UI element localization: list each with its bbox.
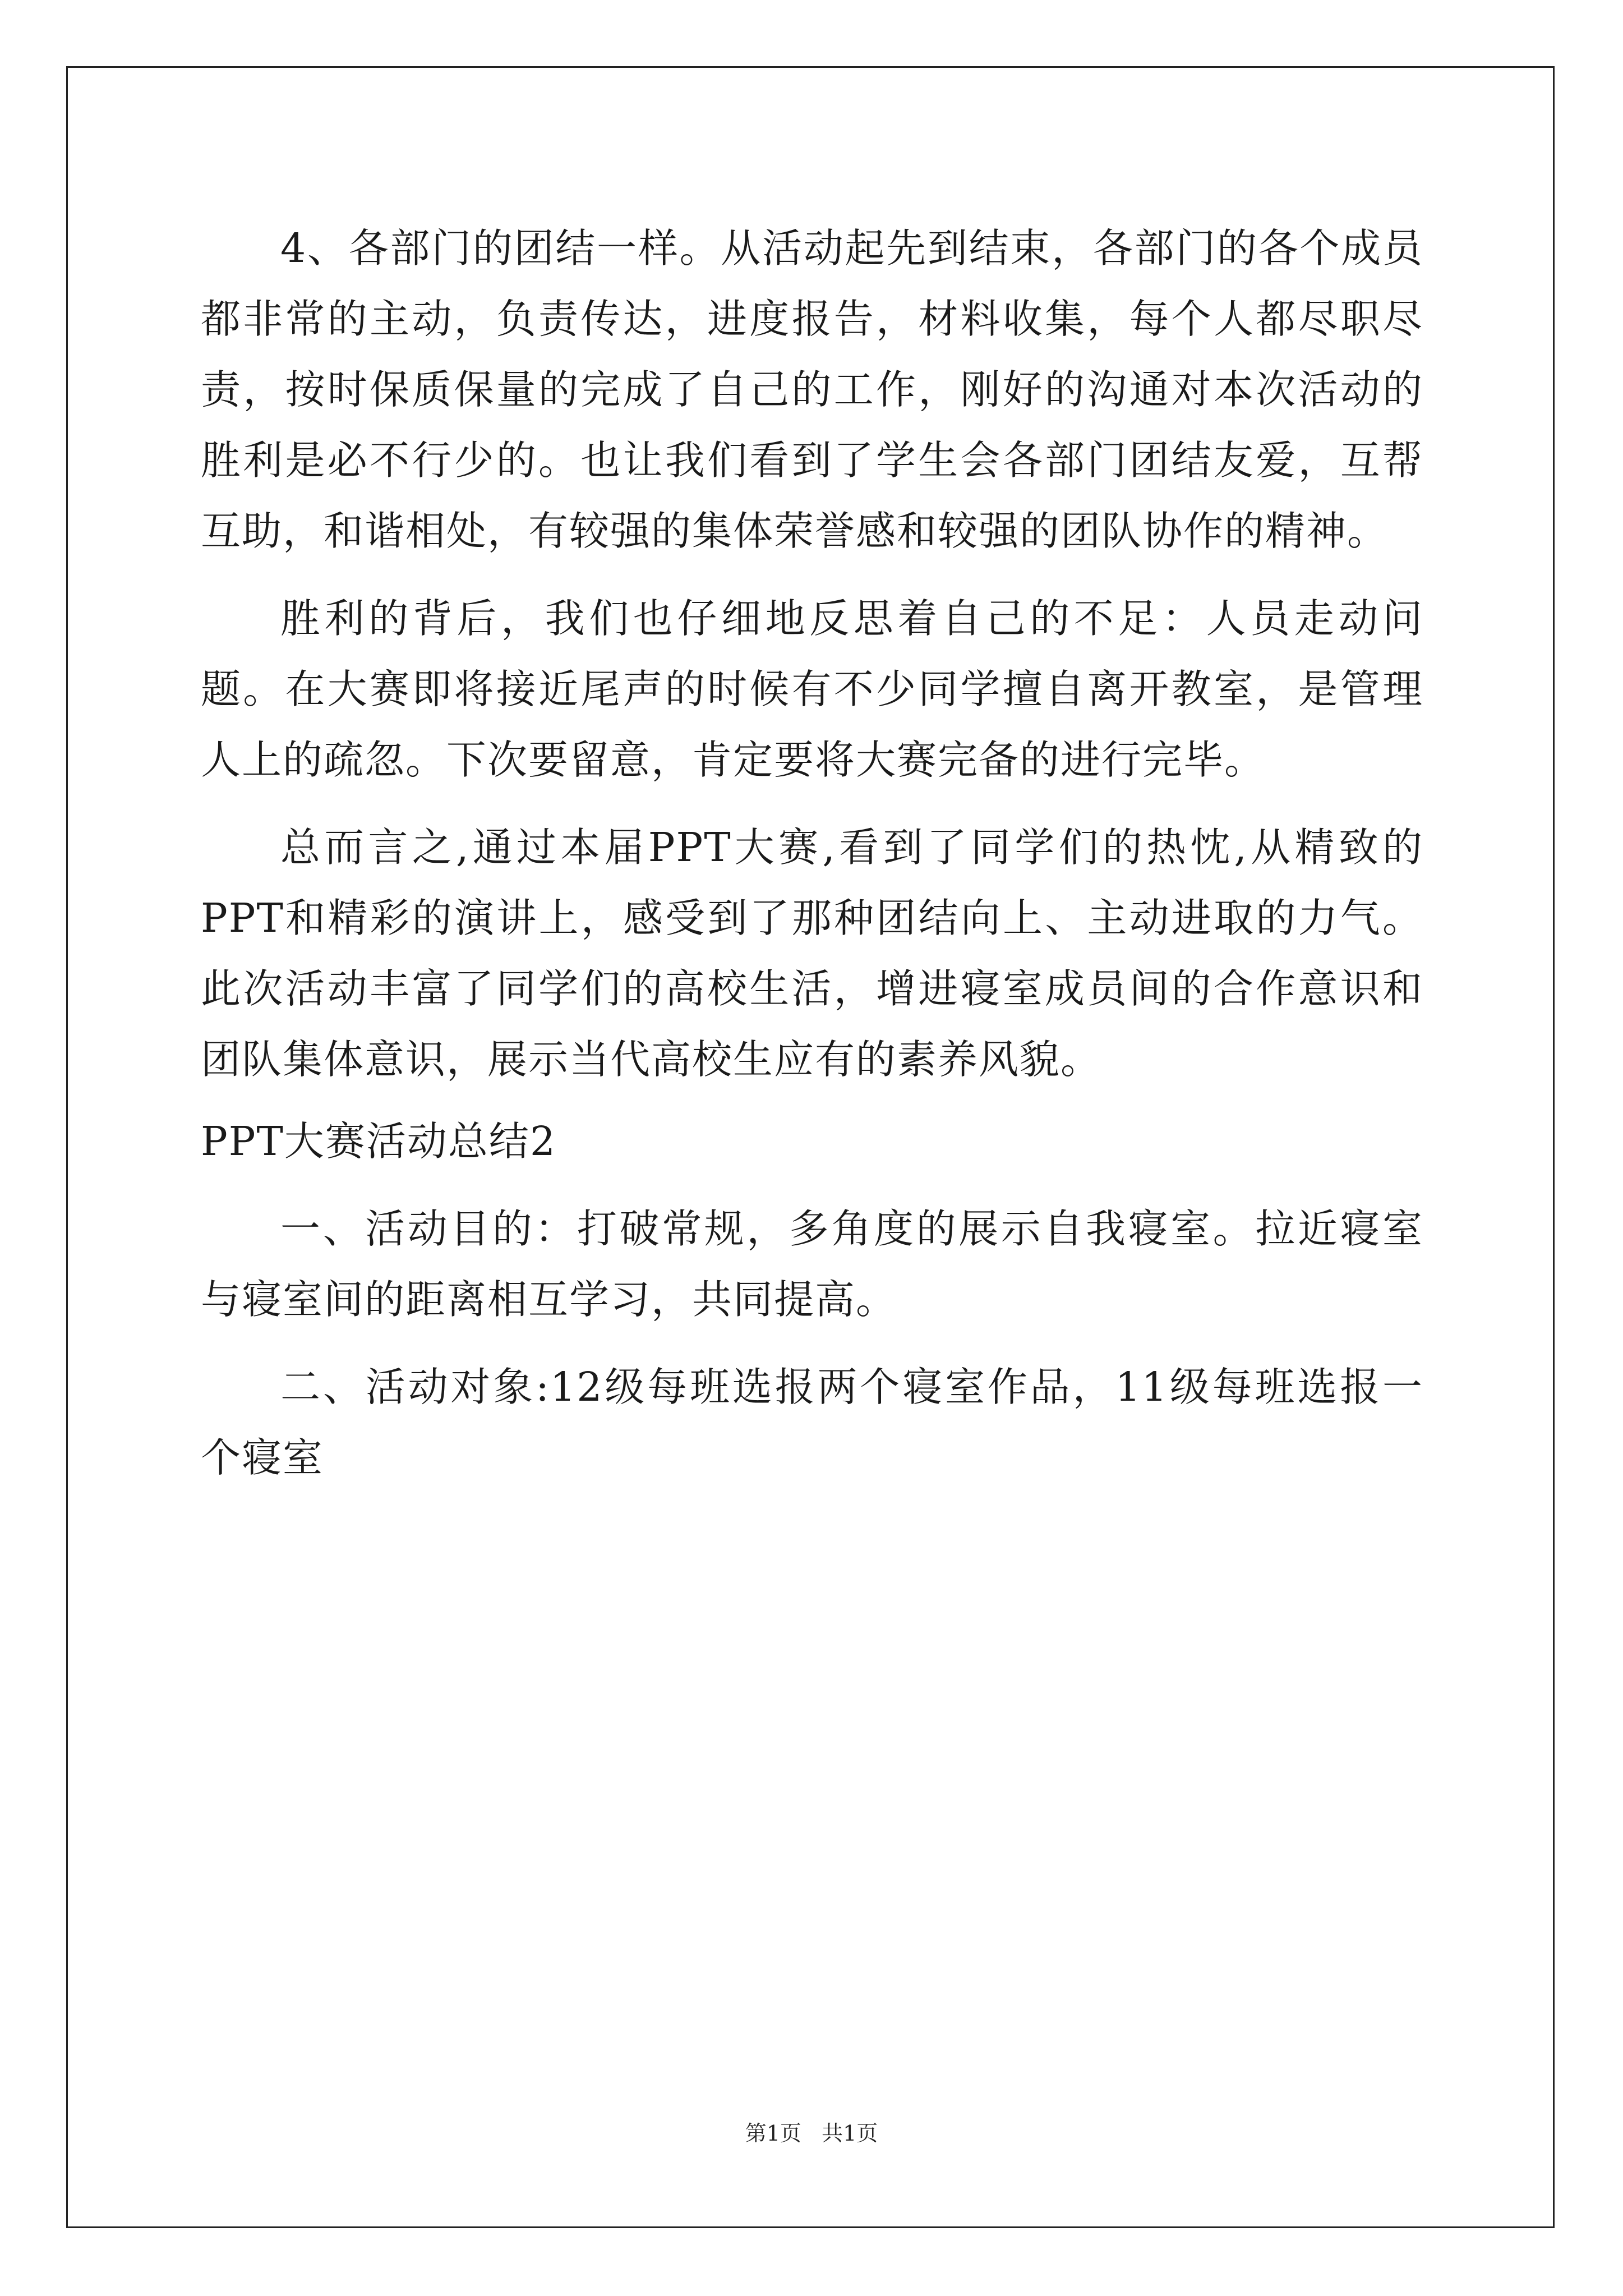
page-number: 第1页 bbox=[745, 2121, 801, 2146]
paragraph-activity-target: 二、活动对象:12级每班选报两个寝室作品，11级每班选报一个寝室 bbox=[201, 1364, 1423, 1481]
paragraph-activity-purpose: 一、活动目的：打破常规，多角度的展示自我寝室。拉近寝室与寝室间的距离相互学习，共同提高。 bbox=[201, 1205, 1423, 1323]
paragraph-conclusion: 总而言之,通过本届PPT大赛,看到了同学们的热忱,从精致的PPT和精彩的演讲上，感受到了那种团结向上、主动进取的力气。此次活动丰富了同学们的高校生活，增进寝室成员间的合作意识和团队集体意识，展示当代高校生应有的素养风貌。 bbox=[201, 824, 1423, 1083]
page-total: 共1页 bbox=[822, 2121, 878, 2146]
paragraph-department-unity: 4、各部门的团结一样。从活动起先到结束，各部门的各个成员都非常的主动，负责传达，进度报告，材料收集，每个人都尽职尽责，按时保质保量的完成了自己的工作，刚好的沟通对本次活动的胜利是必不行少的。也让我们看到了学生会各部门团结友爱，互帮互助，和谐相处，有较强的集体荣誉感和较强的团队协作的精神。 bbox=[201, 225, 1423, 554]
page-footer bbox=[0, 2119, 1623, 2147]
document-body bbox=[201, 213, 1423, 1493]
paragraph-reflection: 胜利的背后，我们也仔细地反思着自己的不足：人员走动问题。在大赛即将接近尾声的时候有不少同学擅自离开教室，是管理人上的疏忽。下次要留意，肯定要将大赛完备的进行完毕。 bbox=[201, 595, 1423, 783]
section-heading: PPT大赛活动总结2 bbox=[201, 1118, 557, 1165]
